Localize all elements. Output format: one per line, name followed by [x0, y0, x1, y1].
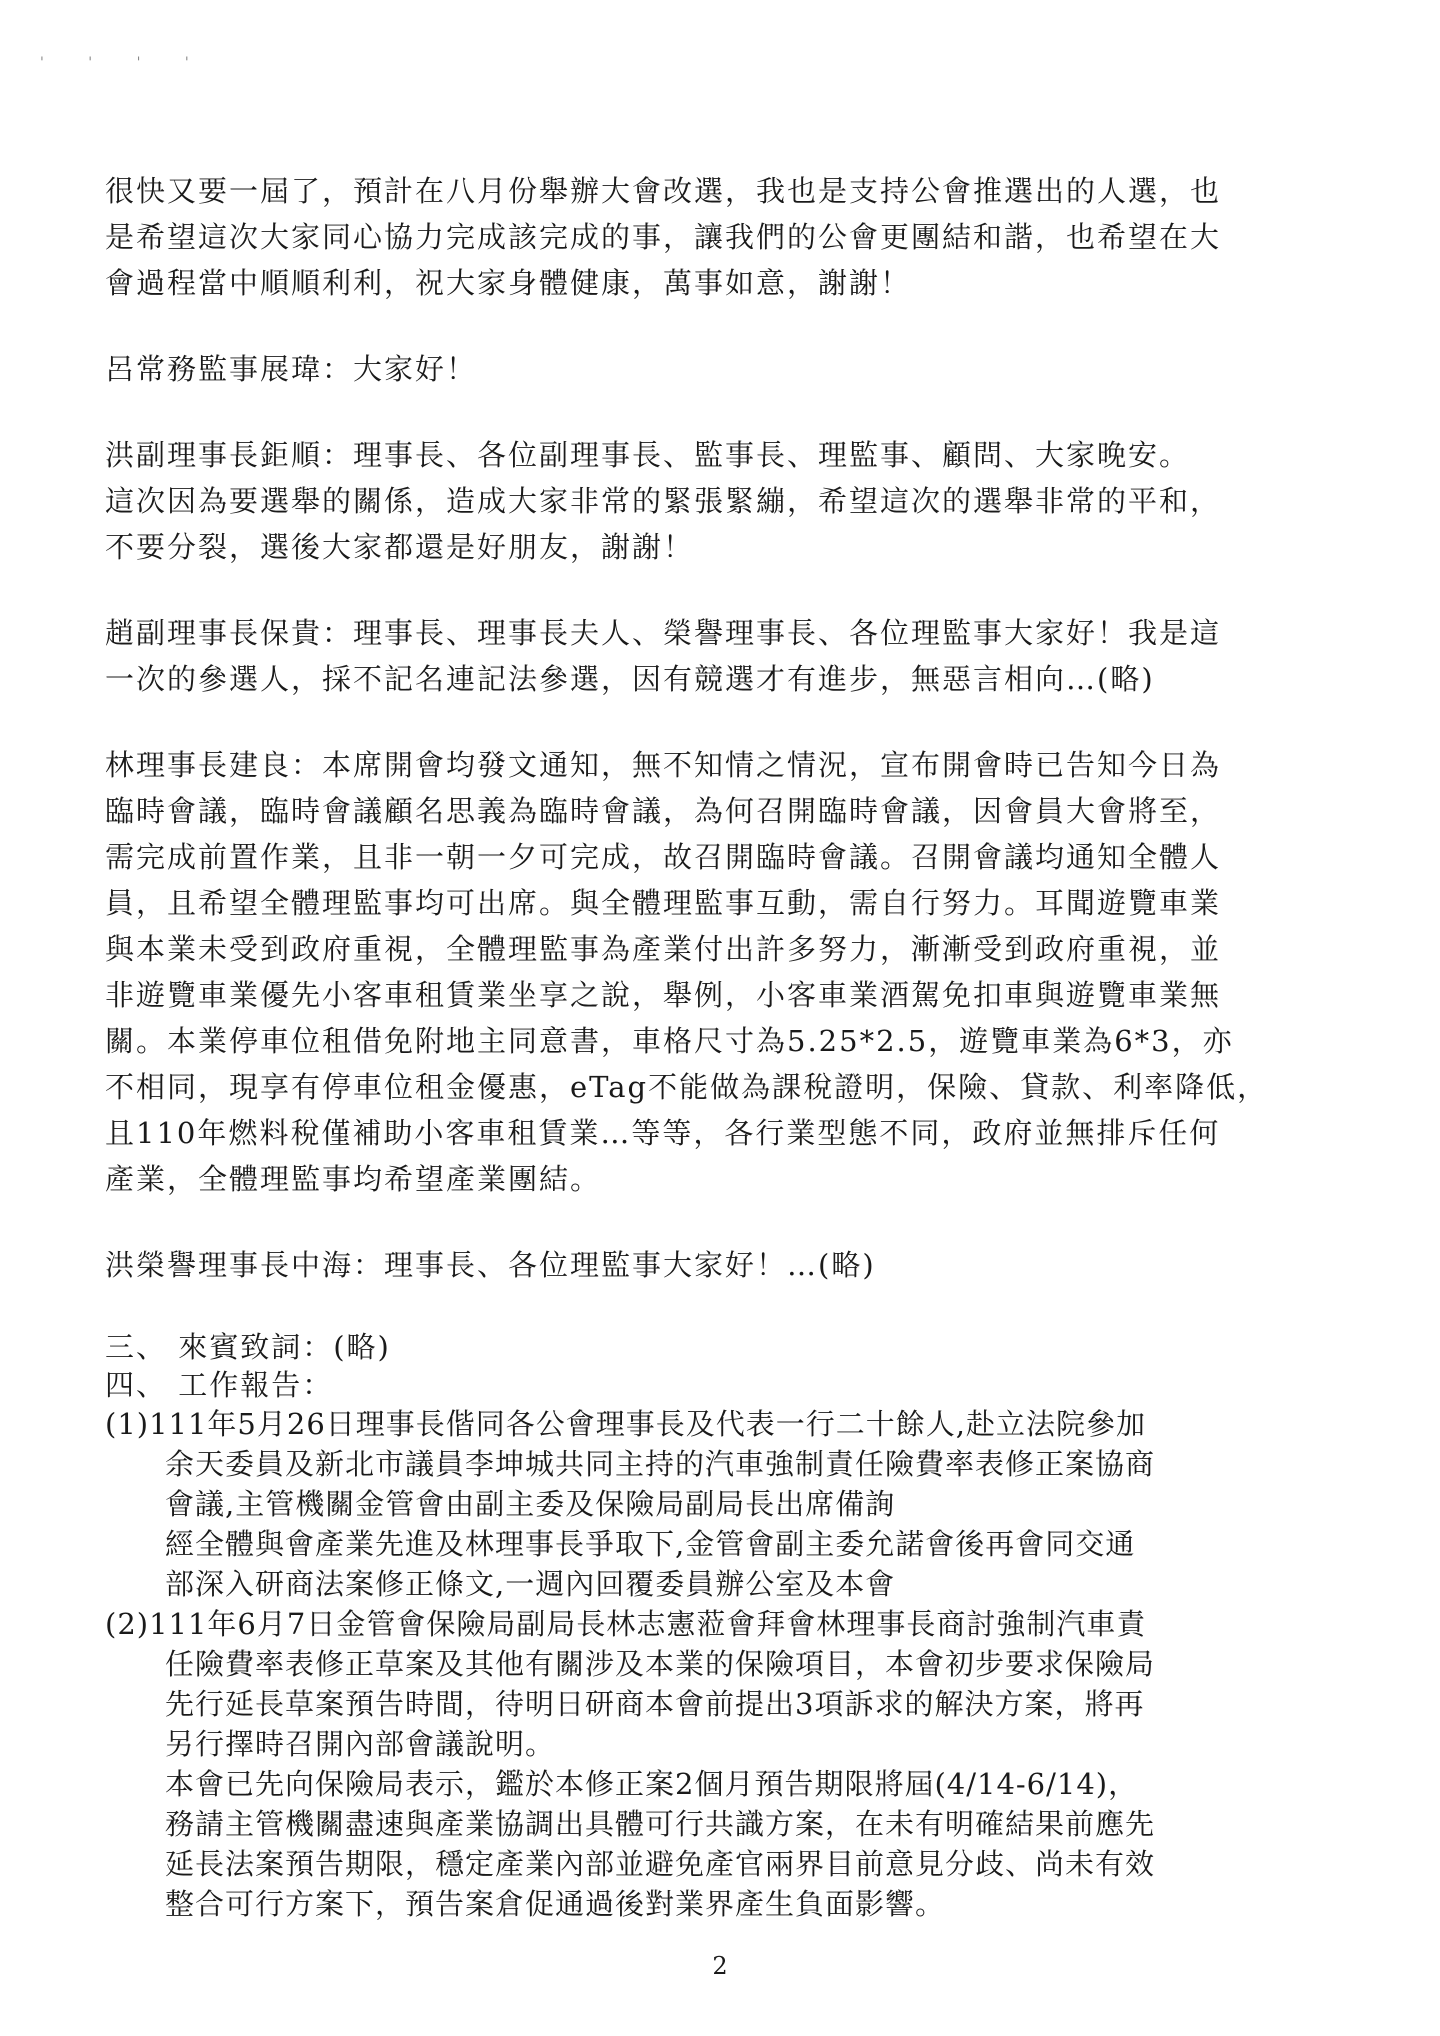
paragraph-closing-remarks: [105, 168, 1340, 306]
text-line: 洪副理事長鉅順：理事長、各位副理事長、監事長、理監事、顧問、大家晚安。: [105, 438, 1191, 472]
text-line: 且110年燃料稅僅補助小客車租賃業…等等，各行業型態不同，政府並無排斥任何: [105, 1116, 1221, 1150]
section-title: 工作報告：: [178, 1368, 334, 1402]
report-item-line: 先行延長草案預告時間，待明日研商本會前提出3項訴求的解決方案，將再: [165, 1687, 1145, 1721]
text-line: 與本業未受到政府重視，全體理監事為產業付出許多努力，漸漸受到政府重視，並: [105, 932, 1222, 966]
report-item-line: 余天委員及新北市議員李坤城共同主持的汽車強制責任險費率表修正案協商: [165, 1447, 1156, 1481]
report-item-line: 部深入研商法案修正條文,一週內回覆委員辦公室及本會: [165, 1567, 896, 1601]
report-item-line: 延長法案預告期限，穩定產業內部並避免產官兩界目前意見分歧、尚未有效: [165, 1847, 1156, 1881]
report-item-line: 另行擇時召開內部會議說明。: [165, 1727, 556, 1761]
text-line: 一次的參選人，採不記名連記法參選，因有競選才有進步，無惡言相向…(略): [105, 662, 1155, 696]
text-line: 需完成前置作業，且非一朝一夕可完成，故召開臨時會議。召開會議均通知全體人: [105, 840, 1222, 874]
text-line: 這次因為要選舉的關係，造成大家非常的緊張緊繃，希望這次的選舉非常的平和，: [105, 484, 1222, 518]
section-number: 三、: [105, 1330, 168, 1364]
text-line: 趙副理事長保貴：理事長、理事長夫人、榮譽理事長、各位理監事大家好！我是這: [105, 616, 1222, 650]
text-line: 很快又要一屆了，預計在八月份舉辦大會改選，我也是支持公會推選出的人選，也: [105, 174, 1222, 208]
text-line: 非遊覽車業優先小客車租賃業坐享之說，舉例，小客車業酒駕免扣車與遊覽車業無: [105, 978, 1222, 1012]
report-item-line: 本會已先向保險局表示，鑑於本修正案2個月預告期限將屆(4/14-6/14)，: [165, 1767, 1139, 1801]
text-line: 不相同，現享有停車位租金優惠，eTag不能做為課稅證明，保險、貸款、利率降低，: [105, 1070, 1269, 1104]
text-line: 是希望這次大家同心協力完成該完成的事，讓我們的公會更團結和諧，也希望在大: [105, 220, 1222, 254]
report-item-line: 整合可行方案下，預告案倉促通過後對業界產生負面影響。: [165, 1887, 946, 1921]
paragraph-lu-speech: [105, 346, 1340, 392]
text-line: 林理事長建良：本席開會均發文通知，無不知情之情況，宣布開會時已告知今日為: [105, 748, 1222, 782]
paragraph-zhao-speech: [105, 610, 1340, 702]
text-line: 員，且希望全體理監事均可出席。與全體理監事互動，需自行努力。耳聞遊覽車業: [105, 886, 1222, 920]
text-line: 關。本業停車位租借免附地主同意書，車格尺寸為5.25*2.5，遊覽車業為6*3，亦: [105, 1024, 1234, 1058]
section-heading-guest-speech: [105, 1328, 1340, 1366]
text-line: 不要分裂，選後大家都還是好朋友，謝謝！: [105, 530, 695, 564]
page-number: 2: [712, 1952, 728, 1980]
report-item-line: 務請主管機關盡速與產業協調出具體可行共識方案，在未有明確結果前應先: [165, 1807, 1156, 1841]
report-item-line: 經全體與會產業先進及林理事長爭取下,金管會副主委允諾會後再會同交通: [165, 1527, 1136, 1561]
report-item-first-line: (2)111年6月7日金管會保險局副局長林志憲蒞會拜會林理事長商討強制汽車責: [105, 1607, 1147, 1641]
report-item-1: [105, 1404, 1340, 1604]
document-body: [105, 168, 1340, 1924]
text-line: 呂常務監事展瑋：大家好！: [105, 352, 478, 386]
paragraph-hong-honorary-speech: [105, 1242, 1340, 1288]
paragraph-lin-chairman-speech: [105, 742, 1340, 1202]
text-line: 臨時會議，臨時會議顧名思義為臨時會議，為何召開臨時會議，因會員大會將至，: [105, 794, 1222, 828]
section-number: 四、: [105, 1368, 168, 1402]
report-item-line: 任險費率表修正草案及其他有關涉及本業的保險項目，本會初步要求保險局: [165, 1647, 1156, 1681]
section-title: 來賓致詞：(略): [178, 1330, 391, 1364]
text-line: 洪榮譽理事長中海：理事長、各位理監事大家好！…(略): [105, 1248, 876, 1282]
paragraph-hong-vice-speech: [105, 432, 1340, 570]
report-item-2: [105, 1604, 1340, 1924]
report-item-line: 會議,主管機關金管會由副主委及保險局副局長出席備詢: [165, 1487, 896, 1521]
section-heading-work-report: [105, 1366, 1340, 1404]
scan-marks: ' ' ' ': [40, 55, 209, 71]
text-line: 會過程當中順順利利，祝大家身體健康，萬事如意，謝謝！: [105, 266, 912, 300]
text-line: 產業，全體理監事均希望產業團結。: [105, 1162, 602, 1196]
report-item-first-line: (1)111年5月26日理事長偕同各公會理事長及代表一行二十餘人,赴立法院參加: [105, 1407, 1147, 1441]
